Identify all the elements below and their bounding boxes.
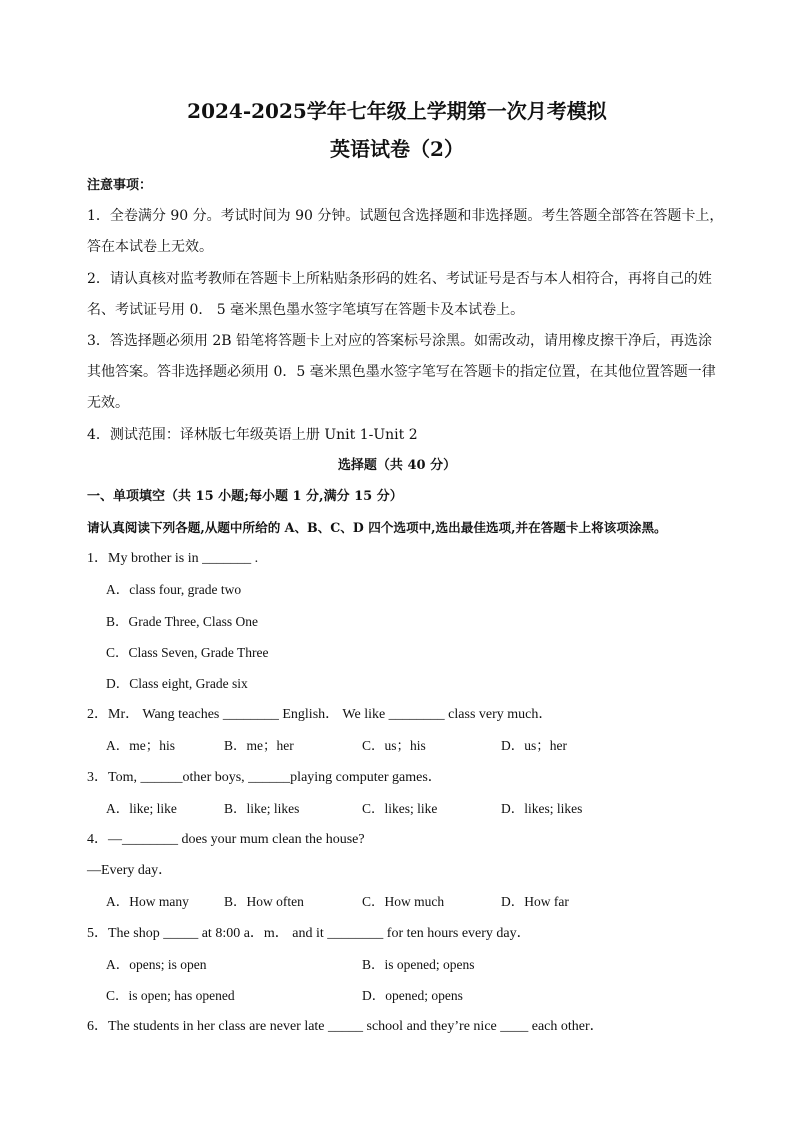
answer-option: D．opened; opens xyxy=(362,988,463,1003)
answer-option: B．like; likes xyxy=(224,801,300,816)
question-stem: 3．Tom, ______other boys, ______playing computer games． xyxy=(87,770,442,785)
answer-option: A．me；his xyxy=(106,738,175,753)
question-stem: 5．The shop _____ at 8:00 a．m． and it ________ for ten hours every day． xyxy=(87,926,531,941)
answer-option: C．Class Seven, Grade Three xyxy=(106,645,269,660)
exam-title: 2024-2025学年七年级上学期第一次月考模拟 xyxy=(187,99,607,123)
notice-line: 3．答选择题必须用 2B 铅笔将答题卡上对应的答案标号涂黑。如需改动，请用橡皮擦干净后，再选涂 xyxy=(87,333,713,349)
notice-line: 无效。 xyxy=(87,395,129,411)
answer-option: C．How much xyxy=(362,894,445,909)
answer-option: C．likes; like xyxy=(362,801,438,816)
answer-option: A．class four, grade two xyxy=(106,582,242,597)
notice-line: 1．全卷满分 90 分。考试时间为 90 分钟。试题包含选择题和非选择题。考生答题全部答在答题卡上， xyxy=(87,208,724,224)
question-stem: 6．The students in her class are never late _____ school and they’re nice ____ each other． xyxy=(87,1019,604,1034)
answer-option: D．Class eight, Grade six xyxy=(106,676,248,691)
answer-option: B．me；her xyxy=(224,738,294,753)
answer-option: C．us；his xyxy=(362,738,426,753)
answer-option: A．How many xyxy=(106,894,189,909)
answer-option: B．Grade Three, Class One xyxy=(106,614,258,629)
part-title: 一、单项填空（共 15 小题;每小题 1 分,满分 15 分） xyxy=(87,489,403,504)
section-title: 选择题（共 40 分） xyxy=(337,458,457,473)
notice-line: 其他答案。答非选择题必须用 0．5 毫米黑色墨水签字笔写在答题卡的指定位置，在其他位置答题一律 xyxy=(87,364,716,380)
question-stem: 2．Mr． Wang teaches ________ English． We like ________ class very much． xyxy=(87,707,553,722)
answer-option: D．likes; likes xyxy=(501,801,583,816)
exam-subtitle: 英语试卷（2） xyxy=(330,137,464,161)
answer-option: A．like; like xyxy=(106,801,177,816)
question-stem: 4．—________ does your mum clean the house? xyxy=(87,832,365,847)
notice-line: 4．测试范围：译林版七年级英语上册 Unit 1-Unit 2 xyxy=(87,427,418,443)
answer-option: B．is opened; opens xyxy=(362,957,475,972)
answer-option: D．How far xyxy=(501,894,569,909)
answer-option: A．opens; is open xyxy=(106,957,207,972)
answer-option: B．How often xyxy=(224,894,304,909)
question-stem: 1．My brother is in _______ . xyxy=(87,551,259,566)
part-instruction: 请认真阅读下列各题,从题中所给的 A、B、C、D 四个选项中,选出最佳选项,并在答题卡上将该项涂黑。 xyxy=(87,520,667,535)
notice-line: 答在本试卷上无效。 xyxy=(87,239,213,255)
question-response: —Every day． xyxy=(87,863,173,878)
notice-line: 名、考试证号用 0． 5 毫米黑色墨水签字笔填写在答题卡及本试卷上。 xyxy=(87,302,525,318)
answer-option: C．is open; has opened xyxy=(106,988,235,1003)
notice-heading: 注意事项： xyxy=(87,178,153,193)
notice-line: 2．请认真核对监考教师在答题卡上所粘贴条形码的姓名、考试证号是否与本人相符合，再将自己的姓 xyxy=(87,271,712,287)
answer-option: D．us；her xyxy=(501,738,567,753)
